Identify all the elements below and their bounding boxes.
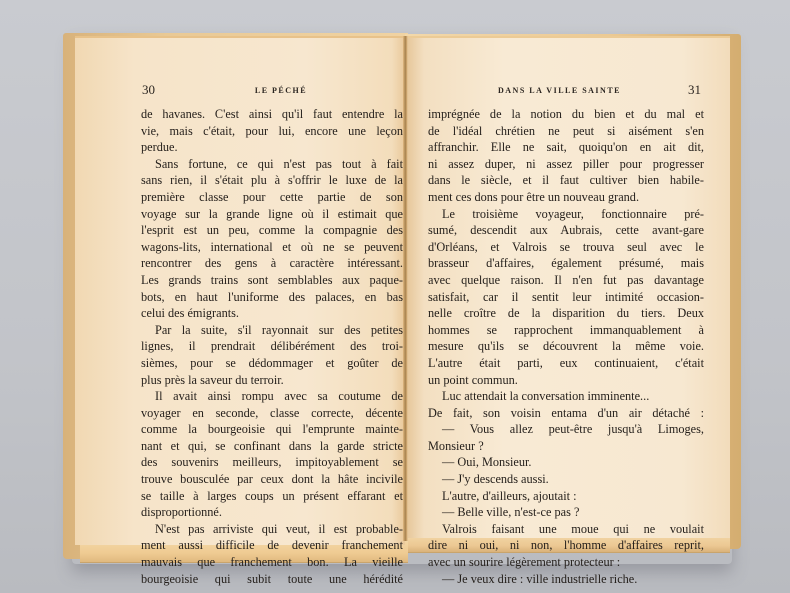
running-head-title-right: DANS LA VILLE SAINTE bbox=[498, 85, 621, 95]
right-page bbox=[408, 36, 730, 586]
text-line: dire ni oui, ni non, l'homme d'affaires reprit, bbox=[428, 538, 704, 553]
text-line: voyage sur la grande ligne où il estimait que bbox=[141, 206, 403, 221]
text-line: dans le siècle, et il faut cultiver bien habile- bbox=[428, 173, 704, 188]
text-line: des souvenirs meilleurs, impitoyablement se bbox=[141, 455, 403, 470]
text-line: De fait, son voisin entama d'un air détaché : bbox=[428, 405, 704, 420]
text-line: Le troisième voyageur, fonctionnaire pré- bbox=[442, 206, 704, 221]
text-line: mauvais que franchement bon. La vieille bbox=[141, 555, 403, 570]
text-line: Sans fortune, ce qui n'est pas tout à fait bbox=[155, 156, 403, 171]
text-line: se taille à larges coups un présent effarant et bbox=[141, 488, 403, 503]
text-line: comme la bourgeoisie qui l'emprunte mainte- bbox=[141, 422, 403, 437]
text-line: sans rien, il s'était plu à s'offrir le luxe de la bbox=[141, 173, 403, 188]
page-number-right: 31 bbox=[688, 82, 701, 97]
text-line: ni assez duper, ni assez piller pour progresser bbox=[428, 156, 704, 171]
text-line: Les grands trains sont semblables aux paque- bbox=[141, 272, 403, 287]
page-number-left: 30 bbox=[142, 82, 155, 97]
text-line: voyager en seconde, classe correcte, décente bbox=[141, 405, 403, 420]
text-line: wagons-lits, international et où ne se peuvent bbox=[141, 239, 403, 254]
text-line: — Belle ville, n'est-ce pas ? bbox=[442, 505, 580, 520]
left-page-text bbox=[141, 106, 403, 587]
running-head-title-left: LE PÉCHÉ bbox=[254, 85, 308, 95]
text-line: lignes, il prendrait délibérément des troi- bbox=[141, 339, 403, 354]
text-line: brasseur d'affaires, également présumé, mais bbox=[428, 256, 704, 271]
text-line: — Je veux dire : ville industrielle riche. bbox=[442, 571, 638, 586]
text-line: trouve bousculée par ceux dont la hâte incivile bbox=[141, 472, 403, 487]
text-line: plus près la saveur du terroir. bbox=[141, 372, 284, 387]
text-line: imprégnée de la notion du bien et du mal et bbox=[428, 107, 704, 121]
text-line: L'autre était parti, eux continuaient, c'était bbox=[428, 355, 704, 370]
left-page bbox=[75, 36, 405, 586]
text-line: — J'y descends aussi. bbox=[442, 472, 549, 487]
text-line: — Vous allez peut-être jusqu'à Limoges, bbox=[442, 422, 704, 437]
text-line: bots, en haut l'uniforme des palaces, en bas bbox=[141, 289, 403, 304]
text-line: ment aussi difficile de devenir franchement bbox=[141, 538, 403, 553]
text-line: N'est pas arriviste qui veut, il est probable- bbox=[155, 521, 403, 536]
text-line: perdue. bbox=[141, 140, 178, 155]
text-line: d'Orléans, et Valrois se trouva seul avec le bbox=[428, 239, 704, 254]
text-line: l'esprit est un peu, comme la compagnie des bbox=[141, 223, 403, 238]
text-line: sumé, descendit aux Aubrais, cette avant-gare bbox=[428, 223, 704, 238]
text-line: avec un sourire légèrement protecteur : bbox=[428, 555, 621, 570]
text-line: Valrois faisant une moue qui ne voulait bbox=[442, 521, 704, 536]
text-line: de l'idéal chrétien ne peut si aisément s'en bbox=[428, 123, 704, 138]
right-running-head bbox=[431, 80, 701, 100]
left-running-head bbox=[142, 80, 407, 100]
text-line: nant et qui, se confinant dans la garde stricte bbox=[141, 438, 403, 453]
text-line: — Oui, Monsieur. bbox=[442, 455, 532, 470]
text-line: satisfait, car il sentit leur intimité occasion- bbox=[428, 289, 704, 304]
text-line: de havanes. C'est ainsi qu'il faut entendre la bbox=[141, 107, 403, 121]
text-line: Luc attendait la conversation imminente... bbox=[442, 389, 650, 404]
text-line: sièmes, pour se dédommager et goûter de bbox=[141, 355, 403, 370]
text-line: nelle croître de la disparition du tiers. Deux bbox=[428, 306, 704, 321]
right-page-text bbox=[428, 106, 704, 587]
text-line: première classe pour cette partie de son bbox=[141, 189, 403, 204]
text-line: Il avait ainsi rompu avec sa coutume de bbox=[155, 389, 403, 404]
text-line: ment ces dons pour être un nouveau grand. bbox=[428, 189, 640, 204]
text-line: L'autre, d'ailleurs, ajoutait : bbox=[442, 488, 577, 503]
text-line: hommes se rapprochent immanquablement à bbox=[428, 322, 704, 337]
text-line: mesure qu'ils se découvrent la même voie. bbox=[428, 339, 704, 354]
text-line: Par la suite, s'il rayonnait sur des petites bbox=[155, 322, 403, 337]
text-line: bourgeoisie qui subit toute une hérédité bbox=[141, 571, 403, 586]
text-line: disproportionné. bbox=[141, 505, 222, 520]
text-line: affranchir. Elle ne sait, quoiqu'on en ait dit, bbox=[428, 140, 704, 155]
text-line: avec quelque raison. Il n'en fut pas davantage bbox=[428, 272, 704, 287]
text-line: rencontrer des gens à caractère intéressant. bbox=[141, 256, 403, 271]
text-line: celui des émigrants. bbox=[141, 306, 240, 321]
text-line: vie, mais c'était, pour lui, encore une leçon bbox=[141, 123, 403, 138]
text-line: un point commun. bbox=[428, 372, 518, 387]
text-line: Monsieur ? bbox=[428, 438, 484, 453]
